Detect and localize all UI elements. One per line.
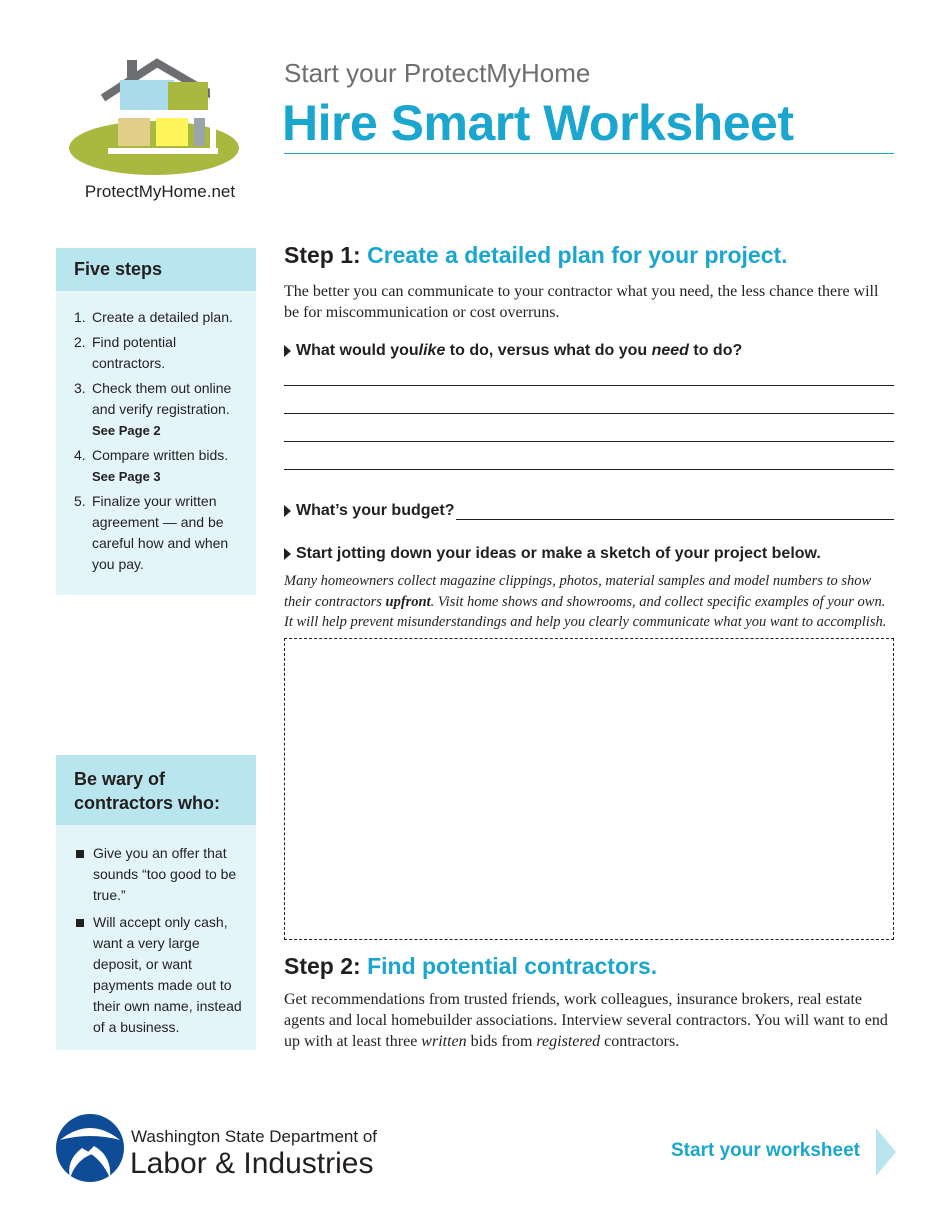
step-number: 1.: [74, 309, 86, 325]
step2-title: Find potential contractors.: [367, 953, 658, 979]
page-title: Hire Smart Worksheet: [282, 95, 794, 151]
step-text: Finalize your written agreement — and be careful how and when you pay.: [92, 493, 229, 572]
step2-label: Step 2:: [284, 953, 361, 979]
answer-line[interactable]: [284, 385, 894, 386]
step-list-item: [74, 491, 244, 575]
step-number: 5.: [74, 493, 86, 509]
step-number: 3.: [74, 380, 86, 396]
next-arrow-icon[interactable]: [876, 1128, 896, 1176]
step2-text: Get recommendations from trusted friends, work colleagues, insurance brokers, real estate agents and local homebuilder associations. Interview several contractors. You will want to end up with at least three written bids from registered contractors.: [284, 991, 888, 1050]
step1-label: Step 1:: [284, 242, 361, 268]
arrow-right-icon: [284, 548, 291, 560]
agency-line1: Washington State Department of: [131, 1127, 378, 1146]
step-page-ref: See Page 3: [92, 469, 161, 484]
step-list-item: [74, 445, 244, 487]
step-list-item: [74, 332, 244, 374]
step-list-item: [74, 378, 244, 441]
sketch-prompt-text: Start jotting down your ideas or make a sketch of your project below.: [296, 545, 821, 562]
sketch-note: Many homeowners collect magazine clippings, photos, material samples and model numbers to show their contractors upfront. Visit home shows and showrooms, and collect specific examples of your own. It will help prevent misunderstandings and help you clearly communicate what you want to accomplish.: [284, 573, 887, 630]
step1-intro: The better you can communicate to your contractor what you need, the less chance there will be for miscommunication or cost overruns.: [284, 283, 879, 321]
step2-heading: [284, 953, 896, 980]
logo-caption: ProtectMyHome.net: [84, 182, 236, 201]
arrow-right-icon: [284, 345, 291, 357]
wary-list-item: [76, 912, 244, 1038]
arrow-right-icon: [284, 505, 291, 517]
sketch-area[interactable]: [284, 638, 894, 940]
step-page-ref: See Page 2: [92, 423, 161, 438]
budget-question: [284, 502, 896, 520]
answer-line[interactable]: [284, 441, 894, 442]
sketch-prompt: [284, 545, 896, 563]
step-text: Find potential contractors.: [92, 334, 177, 371]
title-divider: [284, 153, 894, 154]
question-like-need: What would you like to do, versus what do you need to do?: [284, 342, 896, 360]
answer-line[interactable]: [284, 469, 894, 470]
step1-heading: [284, 242, 896, 269]
five-steps-heading: Five steps: [56, 248, 256, 291]
labor-industries-logo-icon: [52, 1112, 128, 1184]
be-wary-list: [56, 825, 256, 1038]
be-wary-heading: Be wary of contractors who:: [56, 755, 256, 825]
wary-text: Will accept only cash, want a very large deposit, or want payments made out to their own name, instead of a business.: [93, 914, 242, 1035]
wary-text: Give you an offer that sounds “too good to be true.”: [93, 845, 237, 903]
step-number: 4.: [74, 447, 86, 463]
budget-input-line[interactable]: [456, 519, 894, 520]
agency-line2: Labor & Industries: [130, 1147, 374, 1180]
page-kicker: Start your ProtectMyHome: [284, 58, 591, 88]
step-text: Create a detailed plan.: [92, 309, 233, 325]
wary-list-item: [76, 843, 244, 906]
budget-label: What’s your budget?: [296, 502, 455, 519]
five-steps-panel: [56, 248, 256, 595]
protectmyhome-logo: [60, 56, 260, 206]
step-text: Check them out online and verify registration.: [92, 380, 232, 417]
be-wary-panel: [56, 755, 256, 1050]
step-list-item: [74, 307, 244, 328]
start-worksheet-link[interactable]: Start your worksheet: [671, 1140, 860, 1161]
step-text: Compare written bids.: [92, 447, 229, 463]
house-icon: [68, 56, 248, 178]
step-number: 2.: [74, 334, 86, 350]
bullet-square-icon: [76, 919, 84, 927]
bullet-square-icon: [76, 850, 84, 858]
answer-line[interactable]: [284, 413, 894, 414]
step1-title: Create a detailed plan for your project.: [367, 242, 788, 268]
five-steps-list: [56, 291, 256, 575]
